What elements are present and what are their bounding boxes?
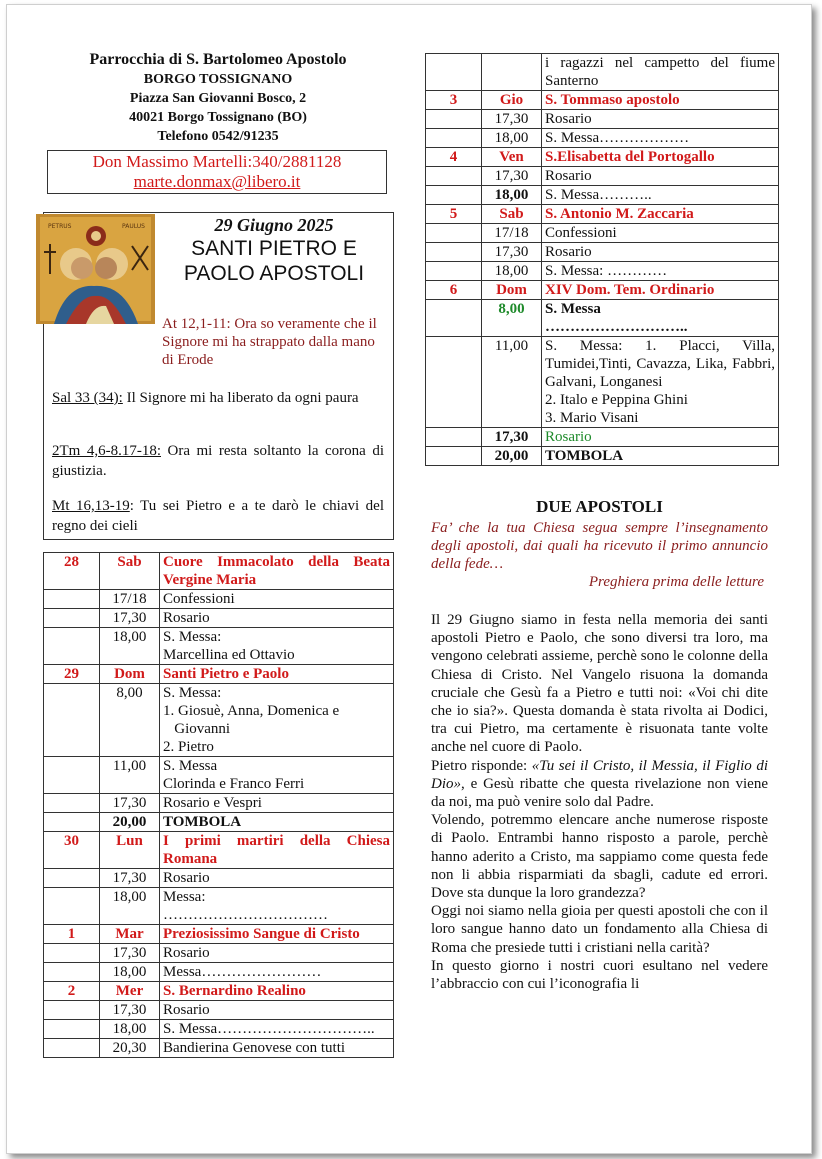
event-time: 17,30 [482, 243, 542, 262]
event-text: Rosario [160, 1001, 394, 1020]
empty-cell [44, 609, 100, 628]
empty-cell [44, 1039, 100, 1058]
day-celebration: Cuore Immacolato della Beata Vergine Maria [160, 553, 394, 590]
day-number: 30 [44, 832, 100, 869]
event-text: Rosario [160, 869, 394, 888]
weekday: Sab [100, 553, 160, 590]
empty-cell [44, 628, 100, 665]
empty-cell [44, 684, 100, 757]
day-celebration: S. Tommaso apostolo [542, 91, 779, 110]
event-text: S. Messa: Marcellina ed Ottavio [160, 628, 394, 665]
event-time: 11,00 [482, 337, 542, 428]
feast-name-line1: SANTI PIETRO E [191, 237, 357, 260]
day-celebration: Preziosissimo Sangue di Cristo [160, 925, 394, 944]
calendar-day-row [44, 925, 394, 944]
parish-header [52, 50, 384, 146]
day-celebration: S. Antonio M. Zaccaria [542, 205, 779, 224]
icon-label-left: PETRUS [48, 223, 72, 230]
event-time: 18,00 [100, 888, 160, 925]
event-text: Messa…………………… [160, 963, 394, 982]
calendar-event-row [44, 684, 394, 757]
day-number: 6 [426, 281, 482, 300]
day-number: 3 [426, 91, 482, 110]
event-time: 17/18 [100, 590, 160, 609]
event-text: TOMBOLA [542, 447, 779, 466]
calendar-event-row [44, 1020, 394, 1039]
second-reading [52, 441, 384, 481]
event-time: 18,00 [482, 129, 542, 148]
event-time: 17,30 [100, 1001, 160, 1020]
quote-text: Fa’ che la tua Chiesa segua sempre l’insegnamento degli apostoli, dai quali ha ricevuto il primo annuncio della fede… [431, 520, 768, 572]
empty-cell [426, 262, 482, 281]
weekday: Mer [100, 982, 160, 1001]
feast-date: 29 Giugno 2025 [214, 215, 334, 235]
article-paragraph: Volendo, potremmo elencare anche numerose risposte di Paolo. Entrambi hanno risposto a parole, perchè hanno aderito a Cristo, ma sappiamo come questa fede non li abbia risparmiati da sbagli, cadute ed errori. Dove sta dunque la loro grandezza? [431, 812, 768, 902]
day-number: 4 [426, 148, 482, 167]
event-text: Confessioni [160, 590, 394, 609]
calendar-event-row [44, 944, 394, 963]
event-time: 17/18 [482, 224, 542, 243]
empty-cell [426, 110, 482, 129]
day-celebration: I primi martiri della Chiesa Romana [160, 832, 394, 869]
feast-title-block [160, 214, 388, 286]
event-text: Confessioni [542, 224, 779, 243]
event-text: Rosario [160, 609, 394, 628]
saints-icon-image [36, 214, 155, 324]
weekday: Lun [100, 832, 160, 869]
calendar-event-row [426, 186, 779, 205]
event-time: 18,00 [100, 1020, 160, 1039]
event-time: 18,00 [482, 186, 542, 205]
empty-cell [426, 167, 482, 186]
weekday: Dom [482, 281, 542, 300]
event-text: S. Messa: ………… [542, 262, 779, 281]
event-time: 17,30 [100, 944, 160, 963]
calendar-event-row [426, 224, 779, 243]
empty-cell [426, 447, 482, 466]
event-time: 17,30 [100, 869, 160, 888]
day-celebration: XIV Dom. Tem. Ordinario [542, 281, 779, 300]
calendar-event-row [426, 167, 779, 186]
event-time: 8,00 [100, 684, 160, 757]
empty-cell [44, 1020, 100, 1039]
calendar-event-row [426, 300, 779, 337]
empty-cell [44, 1001, 100, 1020]
empty-cell [426, 54, 482, 91]
event-text: S. Messa ……………………….. [542, 300, 779, 337]
town-name: BORGO TOSSIGNANO [143, 72, 293, 87]
calendar-event-row [426, 428, 779, 447]
calendar-day-row [44, 982, 394, 1001]
calendar-event-row [44, 813, 394, 832]
event-text: Rosario [160, 944, 394, 963]
empty-cell [426, 428, 482, 447]
calendar-table-left [43, 552, 394, 1058]
weekday: Mar [100, 925, 160, 944]
day-number: 29 [44, 665, 100, 684]
calendar-event-row [44, 757, 394, 794]
empty-cell [44, 963, 100, 982]
day-number: 2 [44, 982, 100, 1001]
day-number: 28 [44, 553, 100, 590]
article-body [431, 611, 768, 993]
event-text: i ragazzi nel campetto del fiume Santerno [542, 54, 779, 91]
empty-cell [44, 869, 100, 888]
weekday: Sab [482, 205, 542, 224]
article-paragraph: In questo giorno i nostri cuori esultano nel vedere l’abbraccio con cui l’iconografia li [431, 957, 768, 993]
event-text: Messa: …………………………… [160, 888, 394, 925]
empty-cell [426, 129, 482, 148]
feast-name-line2: PAOLO APOSTOLI [183, 262, 365, 285]
calendar-day-row [426, 91, 779, 110]
calendar-event-row [44, 888, 394, 925]
parish-name: Parrocchia di S. Bartolomeo Apostolo [89, 51, 347, 68]
event-time: 17,30 [482, 428, 542, 447]
empty-cell [44, 888, 100, 925]
weekday: Gio [482, 91, 542, 110]
gospel-text: : Tu sei Pietro e a te darò le chiavi del regno dei cieli [52, 498, 384, 534]
empty-cell [426, 300, 482, 337]
priest-email-link[interactable]: marte.donmax@libero.it [133, 172, 301, 191]
quote-source: Preghiera prima delle letture [588, 574, 764, 590]
empty-cell [44, 757, 100, 794]
calendar-event-row [44, 1039, 394, 1058]
calendar-day-row [44, 665, 394, 684]
event-time: 18,00 [482, 262, 542, 281]
calendar-day-row [426, 281, 779, 300]
event-time: 17,30 [482, 110, 542, 129]
event-text: Rosario [542, 428, 779, 447]
empty-cell [44, 944, 100, 963]
calendar-event-row [44, 609, 394, 628]
calendar-event-row [44, 1001, 394, 1020]
calendar-event-row [426, 129, 779, 148]
first-reading: At 12,1-11: Ora so veramente che il Signore mi ha strappato dalla mano di Erode [162, 316, 377, 368]
event-text: Rosario [542, 110, 779, 129]
event-time: 11,00 [100, 757, 160, 794]
event-text: S. Messa………………………….. [160, 1020, 394, 1039]
article-paragraph: Il 29 Giugno siamo in festa nella memoria dei santi apostoli Pietro e Paolo, che sono diversi tra loro, ma vengono celebrati assieme, perchè sono le colonne della Chiesa di Cristo. Nel Vangelo risuona la domanda cruciale che Gesù fa a Pietro e tutti noi: «Voi chi dite che io sia?». Questa domanda è stata rivolta ai Dodici, tra cui Pietro, ma certamente è risuonata tante volte anche nel cuore di Paolo. [431, 612, 768, 756]
event-text: Rosario e Vespri [160, 794, 394, 813]
event-text: Bandierina Genovese con tutti [160, 1039, 394, 1058]
calendar-event-row [426, 337, 779, 428]
calendar-day-row [44, 553, 394, 590]
empty-cell [44, 813, 100, 832]
empty-cell [426, 243, 482, 262]
gospel-reading [52, 496, 384, 536]
article-paragraph: Oggi noi siamo nella gioia per questi apostoli che con il loro sangue hanno dato un fondamento alla Chiesa di Roma che presiede tutti i cristiani nella carità? [431, 903, 768, 956]
event-time: 17,30 [100, 794, 160, 813]
weekday: Ven [482, 148, 542, 167]
calendar-event-row [44, 590, 394, 609]
event-time: 18,00 [100, 963, 160, 982]
day-celebration: S.Elisabetta del Portogallo [542, 148, 779, 167]
calendar-event-row [426, 110, 779, 129]
gospel-ref: Mt 16,13-19 [52, 498, 130, 514]
event-time: 18,00 [100, 628, 160, 665]
calendar-table-right [425, 53, 779, 466]
event-time [482, 54, 542, 91]
peter-answer-quote: «Tu sei il Cristo, il Messia, il Figlio di Dio» [431, 757, 768, 792]
calendar-event-row [426, 243, 779, 262]
event-time: 8,00 [482, 300, 542, 337]
second-reading-ref: 2Tm 4,6-8.17-18: [52, 443, 161, 459]
calendar-day-row [44, 832, 394, 869]
parish-address: Piazza San Giovanni Bosco, 2 [129, 91, 307, 106]
psalm-reading [52, 388, 384, 408]
event-text: Rosario [542, 243, 779, 262]
article-paragraph: Pietro risponde: «Tu sei il Cristo, il Messia, il Figlio di Dio», e Gesù ribatte che questa rivelazione non viene da noi, ma può venire solo dal Padre. [431, 757, 768, 811]
day-number: 5 [426, 205, 482, 224]
parish-phone: Telefono 0542/91235 [157, 129, 279, 144]
psalm-ref: Sal 33 (34): [52, 390, 123, 406]
priest-contact-box [47, 150, 387, 194]
event-time: 17,30 [482, 167, 542, 186]
event-text: S. Messa Clorinda e Franco Ferri [160, 757, 394, 794]
event-time: 20,30 [100, 1039, 160, 1058]
event-time: 17,30 [100, 609, 160, 628]
event-text: S. Messa: 1. Giosuè, Anna, Domenica e Giovanni 2. Pietro [160, 684, 394, 757]
calendar-event-row [44, 869, 394, 888]
event-text: TOMBOLA [160, 813, 394, 832]
calendar-day-row [426, 205, 779, 224]
day-number: 1 [44, 925, 100, 944]
empty-cell [44, 590, 100, 609]
calendar-event-row [426, 54, 779, 91]
calendar-event-row [44, 963, 394, 982]
article-title: DUE APOSTOLI [536, 497, 663, 516]
day-celebration: S. Bernardino Realino [160, 982, 394, 1001]
article-quote [431, 519, 768, 591]
event-text: S. Messa: 1. Placci, Villa, Tumidei,Tinti, Cavazza, Lika, Fabbri, Galvani, Longanesi 2. Italo e Peppina Ghini 3. Mario Visani [542, 337, 779, 428]
psalm-text: Il Signore mi ha liberato da ogni paura [122, 390, 359, 406]
event-time: 20,00 [100, 813, 160, 832]
parish-city: 40021 Borgo Tossignano (BO) [129, 110, 307, 125]
empty-cell [426, 186, 482, 205]
event-text: S. Messa……………… [542, 129, 779, 148]
calendar-day-row [426, 148, 779, 167]
calendar-event-row [426, 447, 779, 466]
calendar-event-row [44, 628, 394, 665]
day-celebration: Santi Pietro e Paolo [160, 665, 394, 684]
empty-cell [44, 794, 100, 813]
calendar-event-row [44, 794, 394, 813]
empty-cell [426, 337, 482, 428]
calendar-event-row [426, 262, 779, 281]
priest-phone: Don Massimo Martelli:340/2881128 [92, 152, 342, 171]
event-time: 20,00 [482, 447, 542, 466]
event-text: Rosario [542, 167, 779, 186]
event-text: S. Messa……….. [542, 186, 779, 205]
second-reading-text: Ora mi resta soltanto la corona di giustizia. [52, 443, 384, 479]
icon-label-right: PAULUS [122, 223, 145, 230]
weekday: Dom [100, 665, 160, 684]
empty-cell [426, 224, 482, 243]
